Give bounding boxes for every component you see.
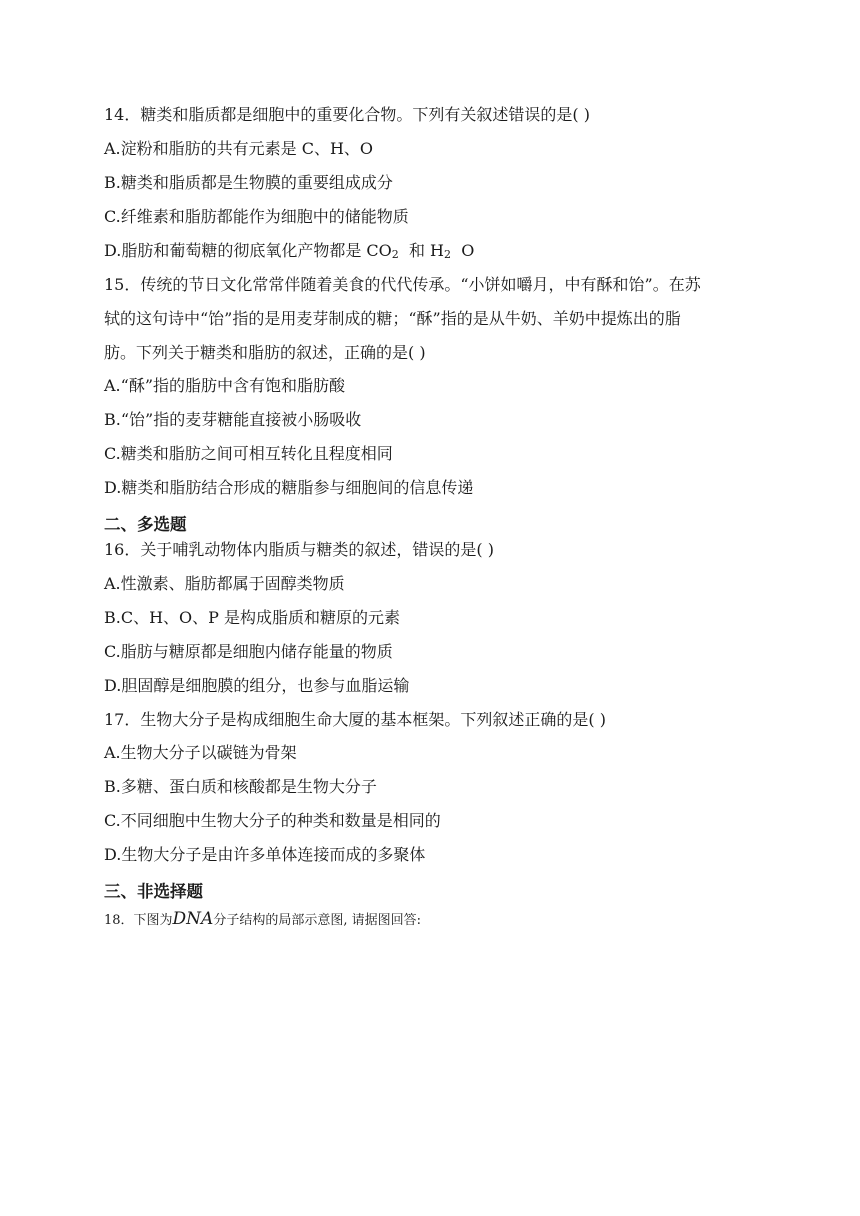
option-d-text: D.脂肪和葡萄糖的彻底氧化产物都是 CO: [104, 241, 392, 260]
question-17-option-a: A.生物大分子以碳链为骨架: [104, 743, 297, 762]
question-17-stem: 17．生物大分子是构成细胞生命大厦的基本框架。下列叙述正确的是( ): [104, 710, 606, 729]
question-16-option-c: C.脂肪与糖原都是细胞内储存能量的物质: [104, 642, 393, 661]
question-14-option-c: C.纤维素和脂肪都能作为细胞中的储能物质: [104, 207, 409, 226]
question-18-suffix: 分子结构的局部示意图, 请据图回答:: [213, 913, 421, 928]
question-18-stem: [104, 909, 764, 931]
question-14-option-d: [104, 241, 764, 265]
question-15-stem-line-1: 15．传统的节日文化常常伴随着美食的代代传承。“小饼如嚼月，中有酥和饴”。在苏: [104, 275, 701, 294]
option-d-and: 和 H: [398, 241, 445, 260]
question-17-option-d: D.生物大分子是由许多单体连接而成的多聚体: [104, 845, 426, 864]
section-heading-multiple-choice: 二、多选题: [104, 515, 187, 534]
question-14-stem: 14．糖类和脂质都是细胞中的重要化合物。下列有关叙述错误的是( ): [104, 105, 590, 124]
question-16-option-d: D.胆固醇是细胞膜的组分，也参与血脂运输: [104, 676, 410, 695]
option-d-o: O: [451, 241, 475, 260]
question-16-option-b: B.C、H、O、P 是构成脂质和糖原的元素: [104, 608, 401, 627]
question-17-option-b: B.多糖、蛋白质和核酸都是生物大分子: [104, 777, 377, 796]
dna-term: DNA: [172, 909, 214, 929]
h2o-subscript: 2: [444, 248, 452, 261]
section-heading-non-choice: 三、非选择题: [104, 882, 203, 901]
question-15-option-c: C.糖类和脂肪之间可相互转化且程度相同: [104, 444, 393, 463]
question-17-option-c: C.不同细胞中生物大分子的种类和数量是相同的: [104, 811, 441, 830]
question-14-option-a: A.淀粉和脂肪的共有元素是 C、H、O: [104, 139, 374, 158]
question-15-stem-line-3: 肪。下列关于糖类和脂肪的叙述，正确的是( ): [104, 343, 426, 362]
question-15-option-a: A.“酥”指的脂肪中含有饱和脂肪酸: [104, 376, 346, 395]
question-16-option-a: A.性激素、脂肪都属于固醇类物质: [104, 574, 345, 593]
question-18-prefix: 18．下图为: [104, 913, 173, 928]
question-15-stem-line-2: 轼的这句诗中“饴”指的是用麦芽制成的糖；“酥”指的是从牛奶、羊奶中提炼出的脂: [104, 309, 681, 328]
question-14-option-b: B.糖类和脂质都是生物膜的重要组成成分: [104, 173, 393, 192]
co2-subscript: 2: [391, 248, 399, 261]
question-16-stem: 16．关于哺乳动物体内脂质与糖类的叙述，错误的是( ): [104, 540, 494, 559]
question-15-option-d: D.糖类和脂肪结合形成的糖脂参与细胞间的信息传递: [104, 478, 474, 497]
question-15-option-b: B.“饴”指的麦芽糖能直接被小肠吸收: [104, 410, 362, 429]
